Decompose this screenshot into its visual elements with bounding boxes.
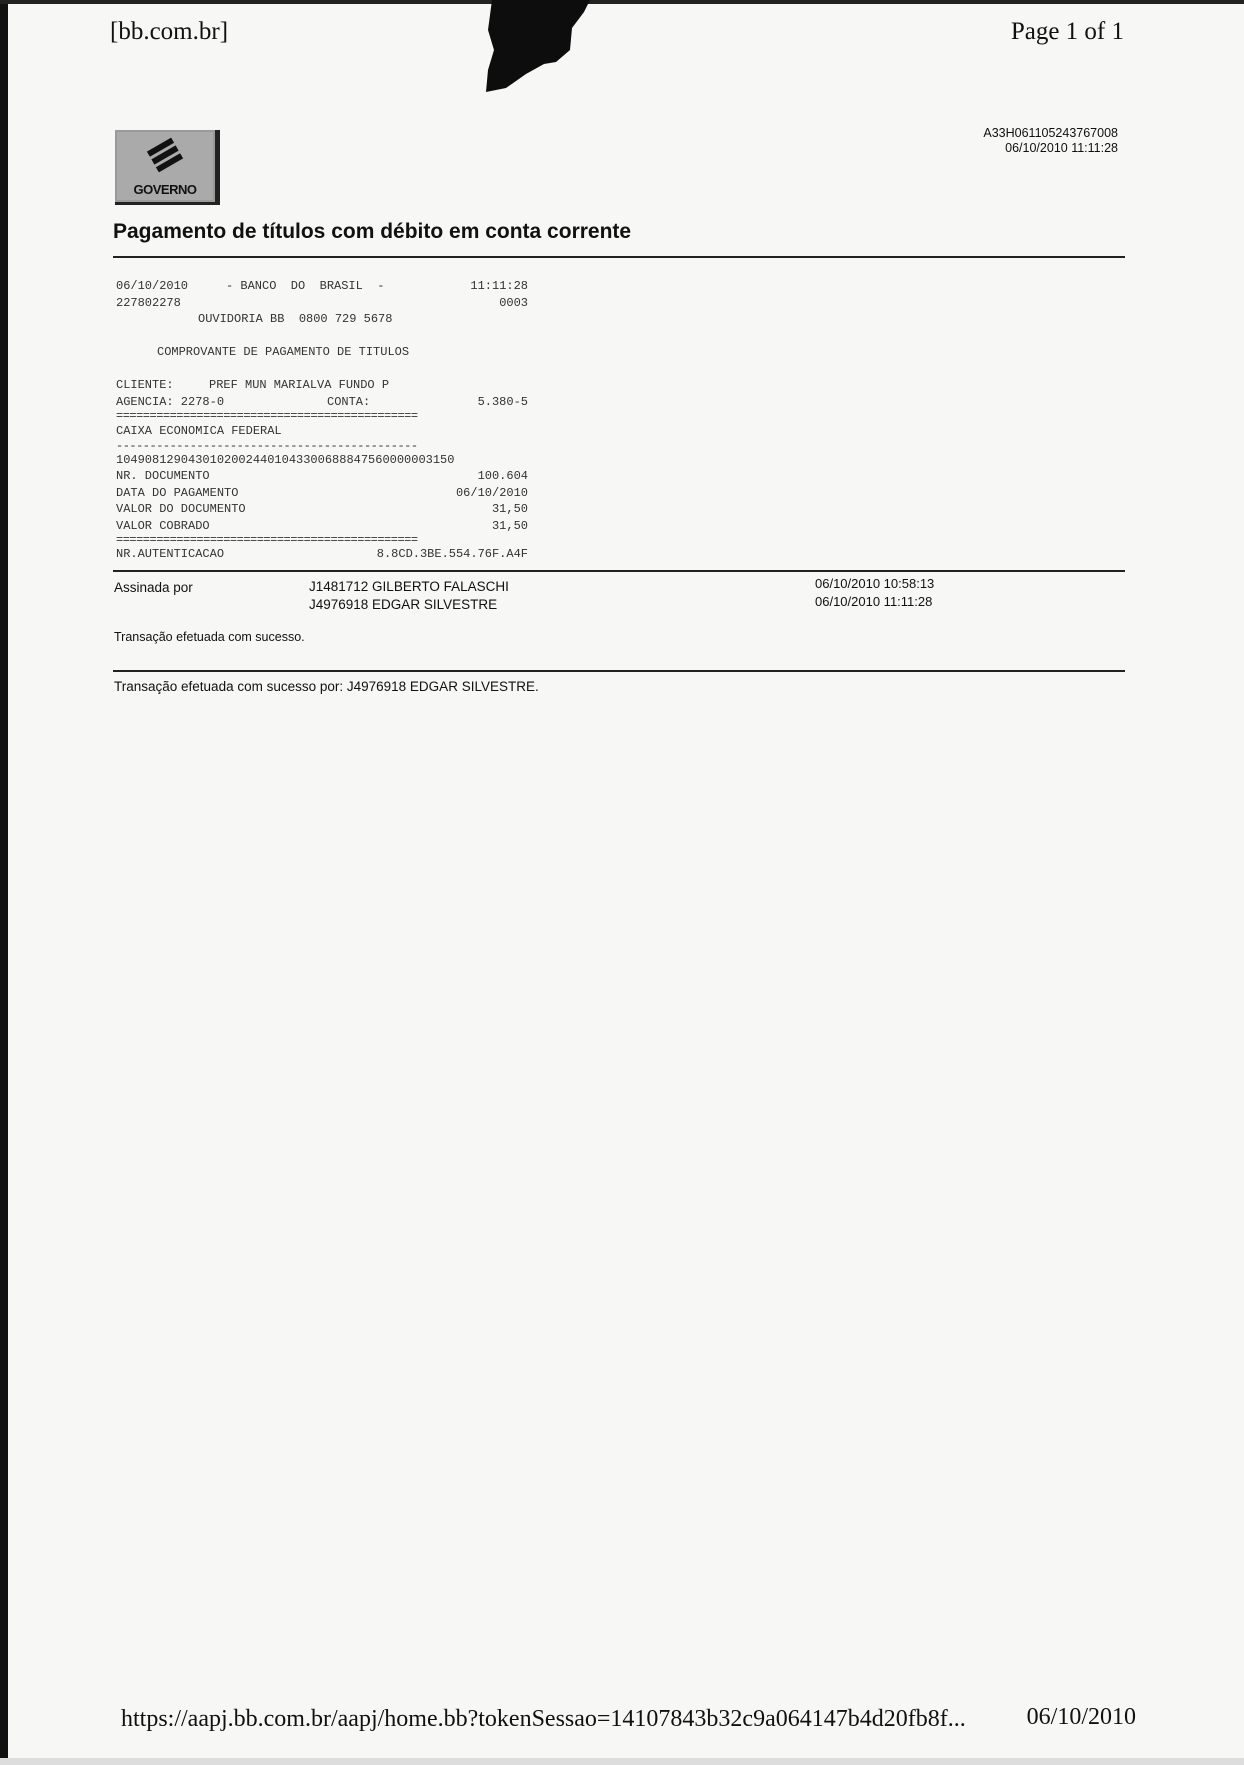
receipt-field-value: 31,50 (491, 518, 528, 533)
receipt-separator (116, 440, 528, 452)
print-footer-date: 06/10/2010 (1026, 1704, 1136, 1730)
receipt-account-line (116, 394, 528, 411)
receipt-spacer (116, 328, 528, 345)
signer-name: J1481712 GILBERTO FALASCHI (309, 579, 509, 594)
receipt-beneficiary-bank: CAIXA ECONOMICA FEDERAL (116, 424, 282, 438)
page-title: Pagamento de títulos com débito em conta corrente (113, 220, 632, 243)
signer-names (309, 578, 509, 614)
receipt-client-value: PREF MUN MARIALVA FUNDO P (209, 378, 390, 392)
separator-double: ============================================= (116, 534, 418, 546)
payment-receipt (116, 278, 528, 563)
receipt-field-label: NR. DOCUMENTO (116, 469, 210, 483)
signature-divider (113, 570, 1125, 572)
receipt-bank: - BANCO DO BRASIL - (226, 279, 385, 293)
receipt-terminal: 227802278 (116, 295, 181, 310)
receipt-terminal-line (116, 295, 528, 312)
receipt-field (116, 485, 528, 502)
signer-datetime: 06/10/2010 10:58:13 (815, 576, 935, 591)
receipt-field-label: VALOR DO DOCUMENTO (116, 502, 246, 516)
receipt-title-line (116, 344, 528, 361)
signer-name: J4976918 EDGAR SILVESTRE (309, 597, 498, 612)
receipt-account-label: CONTA: (327, 394, 371, 409)
title-divider (113, 256, 1125, 258)
receipt-account-value: 5.380-5 (477, 394, 528, 409)
receipt-field-label: DATA DO PAGAMENTO (116, 485, 239, 500)
receipt-barcode: 10490812904301020024401043300688847560000003150 (116, 452, 455, 467)
receipt-separator (116, 410, 528, 423)
receipt-header-line (116, 278, 528, 295)
signer-timestamps (815, 575, 934, 611)
separator-double: ============================================= (116, 410, 418, 423)
status-message: Transação efetuada com sucesso. (114, 630, 305, 644)
reference-block (983, 126, 1118, 156)
receipt-field-value: 06/10/2010 (455, 485, 528, 500)
receipt-client-line (116, 377, 528, 394)
receipt-agency: AGENCIA: 2278-0 (116, 394, 225, 409)
logo-label: GOVERNO (133, 182, 197, 197)
status-divider (113, 670, 1125, 672)
receipt-field (116, 501, 528, 518)
receipt-field (116, 518, 528, 535)
signer-datetime: 06/10/2010 11:11:28 (815, 594, 933, 609)
print-footer-url: https://aapj.bb.com.br/aapj/home.bb?tokenSessao=14107843b32c9a064147b4d20fb8f... (121, 1706, 966, 1732)
receipt-time: 11:11:28 (470, 279, 528, 293)
receipt-date: 06/10/2010 (116, 279, 189, 293)
signed-by-label: Assinada por (114, 580, 193, 595)
receipt-ouvidoria: OUVIDORIA BB 0800 729 5678 (198, 312, 393, 326)
scan-edge-left (0, 0, 8, 1765)
reference-code: A33H061105243767008 (983, 126, 1118, 140)
receipt-client-label: CLIENTE: (116, 378, 174, 392)
receipt-auth-label: NR.AUTENTICACAO (116, 547, 225, 561)
receipt-barcode-line (116, 452, 528, 469)
receipt-field (116, 468, 528, 485)
scan-ink-mark (486, 0, 596, 96)
reference-datetime: 06/10/2010 11:11:28 (1005, 141, 1118, 155)
receipt-auth-value: 8.8CD.3BE.554.76F.A4F (376, 547, 528, 561)
receipt-separator (116, 534, 528, 546)
receipt-beneficiary-line (116, 423, 528, 440)
receipt-title: COMPROVANTE DE PAGAMENTO DE TITULOS (157, 345, 410, 359)
print-header-site: [bb.com.br] (110, 18, 229, 45)
receipt-field-value: 100.604 (477, 469, 528, 483)
scan-edge-bottom (0, 1758, 1244, 1765)
receipt-spacer (116, 361, 528, 378)
bank-logo (115, 130, 221, 205)
status-detail: Transação efetuada com sucesso por: J4976918 EDGAR SILVESTRE. (114, 679, 539, 694)
scan-edge-top (0, 0, 1244, 4)
receipt-ouvidoria-line (116, 311, 528, 328)
receipt-auth-line (116, 546, 528, 563)
print-header-page-indicator: Page 1 of 1 (1010, 18, 1124, 45)
receipt-code: 0003 (499, 295, 528, 310)
receipt-field-value: 31,50 (491, 502, 528, 516)
receipt-field-label: VALOR COBRADO (116, 518, 210, 533)
separator-single: --------------------------------------------- (116, 439, 418, 452)
